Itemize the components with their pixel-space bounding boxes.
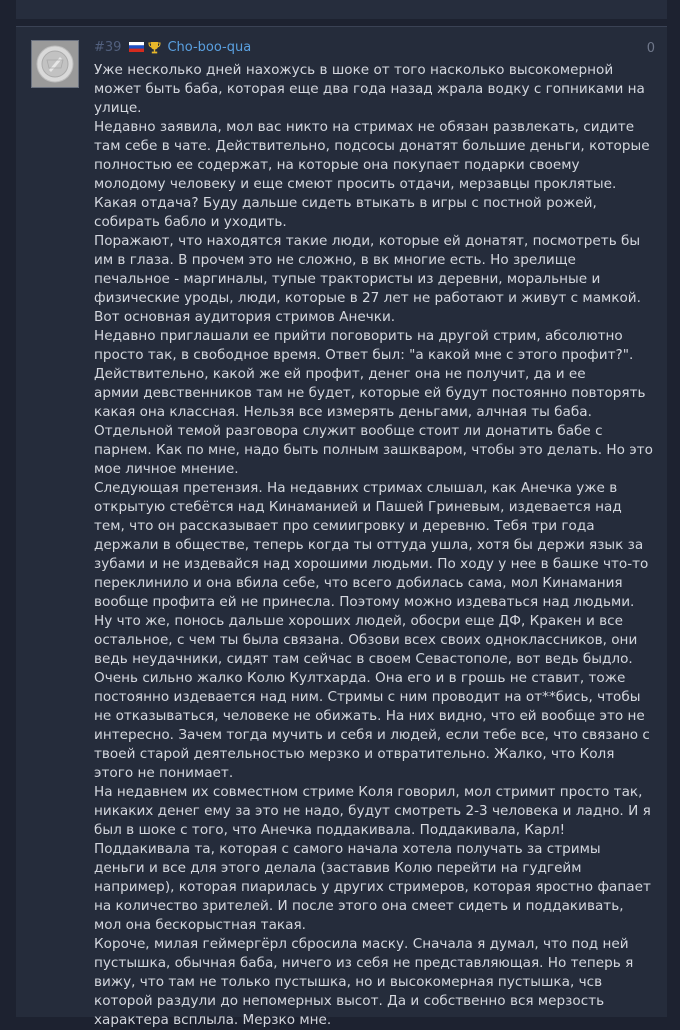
trophy-icon [148, 41, 161, 54]
previous-post-container [16, 0, 667, 19]
post-paragraph: Недавно приглашали ее прийти поговорить на другой стрим, абсолютно просто так, в свободное время. Ответ был: "а какой мне с этого профит?". [94, 328, 634, 363]
post-body [94, 61, 654, 1030]
post-paragraph: На недавнем их совместном стриме Коля говорил, мол стримит просто так, никаких денег ему за это не надо, будут смотреть 2-3 человека и ладно. И я был в шоке с того, что Анечка поддакивала. Поддакивала, Карл! Поддакивала та, которая с самого начала хотела получать за стримы деньги и все для этого делала (заставив Колю перейти на гудгейм например), которая пиарилась у других стримеров, которая яростно фапает на количество зрителей. И после этого она смеет сидеть и поддакивать, мол она бескорыстная такая. [94, 784, 651, 933]
post-paragraph: Какая отдача? Буду дальше сидеть втыкать в игры с постной рожей, собирать бабло и уходить. [94, 195, 597, 230]
post-paragraph: Короче, милая геймергёрл сбросила маску. Сначала я думал, что под ней пустышка, обычная баба, ничего из себя не представляющая. Но теперь я вижу, что там не только пустышка, но и высокомерная пустышка, чсв которой раздули до непомерных высот. Да и собственно вся мерзость характера всплыла. Мерзко мне. [94, 936, 634, 1028]
post-header [94, 38, 251, 56]
seal-icon [36, 45, 74, 83]
post-paragraph: армии девственников там не будет, которые ей будут постоянно повторять какая она классная. Нельзя все измерять деньгами, алчная ты баба. [94, 385, 646, 420]
avatar[interactable] [31, 40, 79, 88]
post-container [16, 26, 667, 1028]
post-score: 0 [646, 41, 655, 56]
post-paragraph: Отдельной темой разговора служит вообще стоит ли донатить бабе с парнем. Как по мне, надо быть полным зашкваром, чтобы это делать. Но это мое личное мнение. [94, 423, 653, 477]
author-link[interactable]: Cho-boo-qua [167, 39, 252, 55]
post-number-link[interactable]: #39 [94, 39, 122, 55]
post-paragraph: Поражают, что находятся такие люди, которые ей донатят, посмотреть бы им в глаза. В прочем это не сложно, в вк многие есть. Но зрелище печальное - маргиналы, тупые трактористы из деревни, моральные и физические уроды, люди, которые в 27 лет не работают и живут с мамкой. Вот основная аудитория стримов Анечки. [94, 233, 641, 325]
post-paragraph: Уже несколько дней нахожусь в шоке от того насколько высокомерной может быть баба, которая еще два года назад жрала водку с гопниками на улице. [94, 62, 645, 116]
post-paragraph: Очень сильно жалко Колю Култхарда. Она его и в грошь не ставит, тоже постоянно издевается над ним. Стримы с ним проводит на от**бись, чтобы не отказываться, человеке не обижать. На них видно, что ей вообще это не интересно. Зачем тогда мучить и себя и людей, если тебе все, что связано с твоей старой деятельностью мерзко и отвратительно. Жалко, что Коля этого не понимает. [94, 670, 650, 781]
russia-flag-icon [129, 42, 144, 52]
post-paragraph: Следующая претензия. На недавних стримах слышал, как Анечка уже в открытую стебётся над Кинаманией и Пашей Гриневым, издевается над тем, что он рассказывает про семиигровку и деревню. Тебя три года держали в обществе, теперь когда ты оттуда ушла, хотя бы держи язык за зубами и не издевайся над хорошими людьми. По ходу у нее в башке что-то переклинило и она вбила себе, что всего добилась сама, мол Кинамания вообще профита ей не принесла. Поэтому можно издеваться над людьми. Ну что же, понось дальше хороших людей, обосри еще ДФ, Кракен и все остальное, с чем ты была связана. Обзови всех своих одноклассников, они ведь неудачники, сидят там сейчас в своем Севастополе, вот ведь быдло. [94, 480, 649, 667]
post-paragraph: Действительно, какой же ей профит, денег она не получит, да и ее [94, 366, 586, 382]
post-paragraph: Недавно заявила, мол вас никто на стримах не обязан развлекать, сидите там себе в чате. Действительно, подсосы донатят большие деньги, которые полностью ее содержат, на которые она покупает подарки своему молодому человеку и еще смеют просить отдачи, мерзавцы проклятые. [94, 119, 650, 192]
